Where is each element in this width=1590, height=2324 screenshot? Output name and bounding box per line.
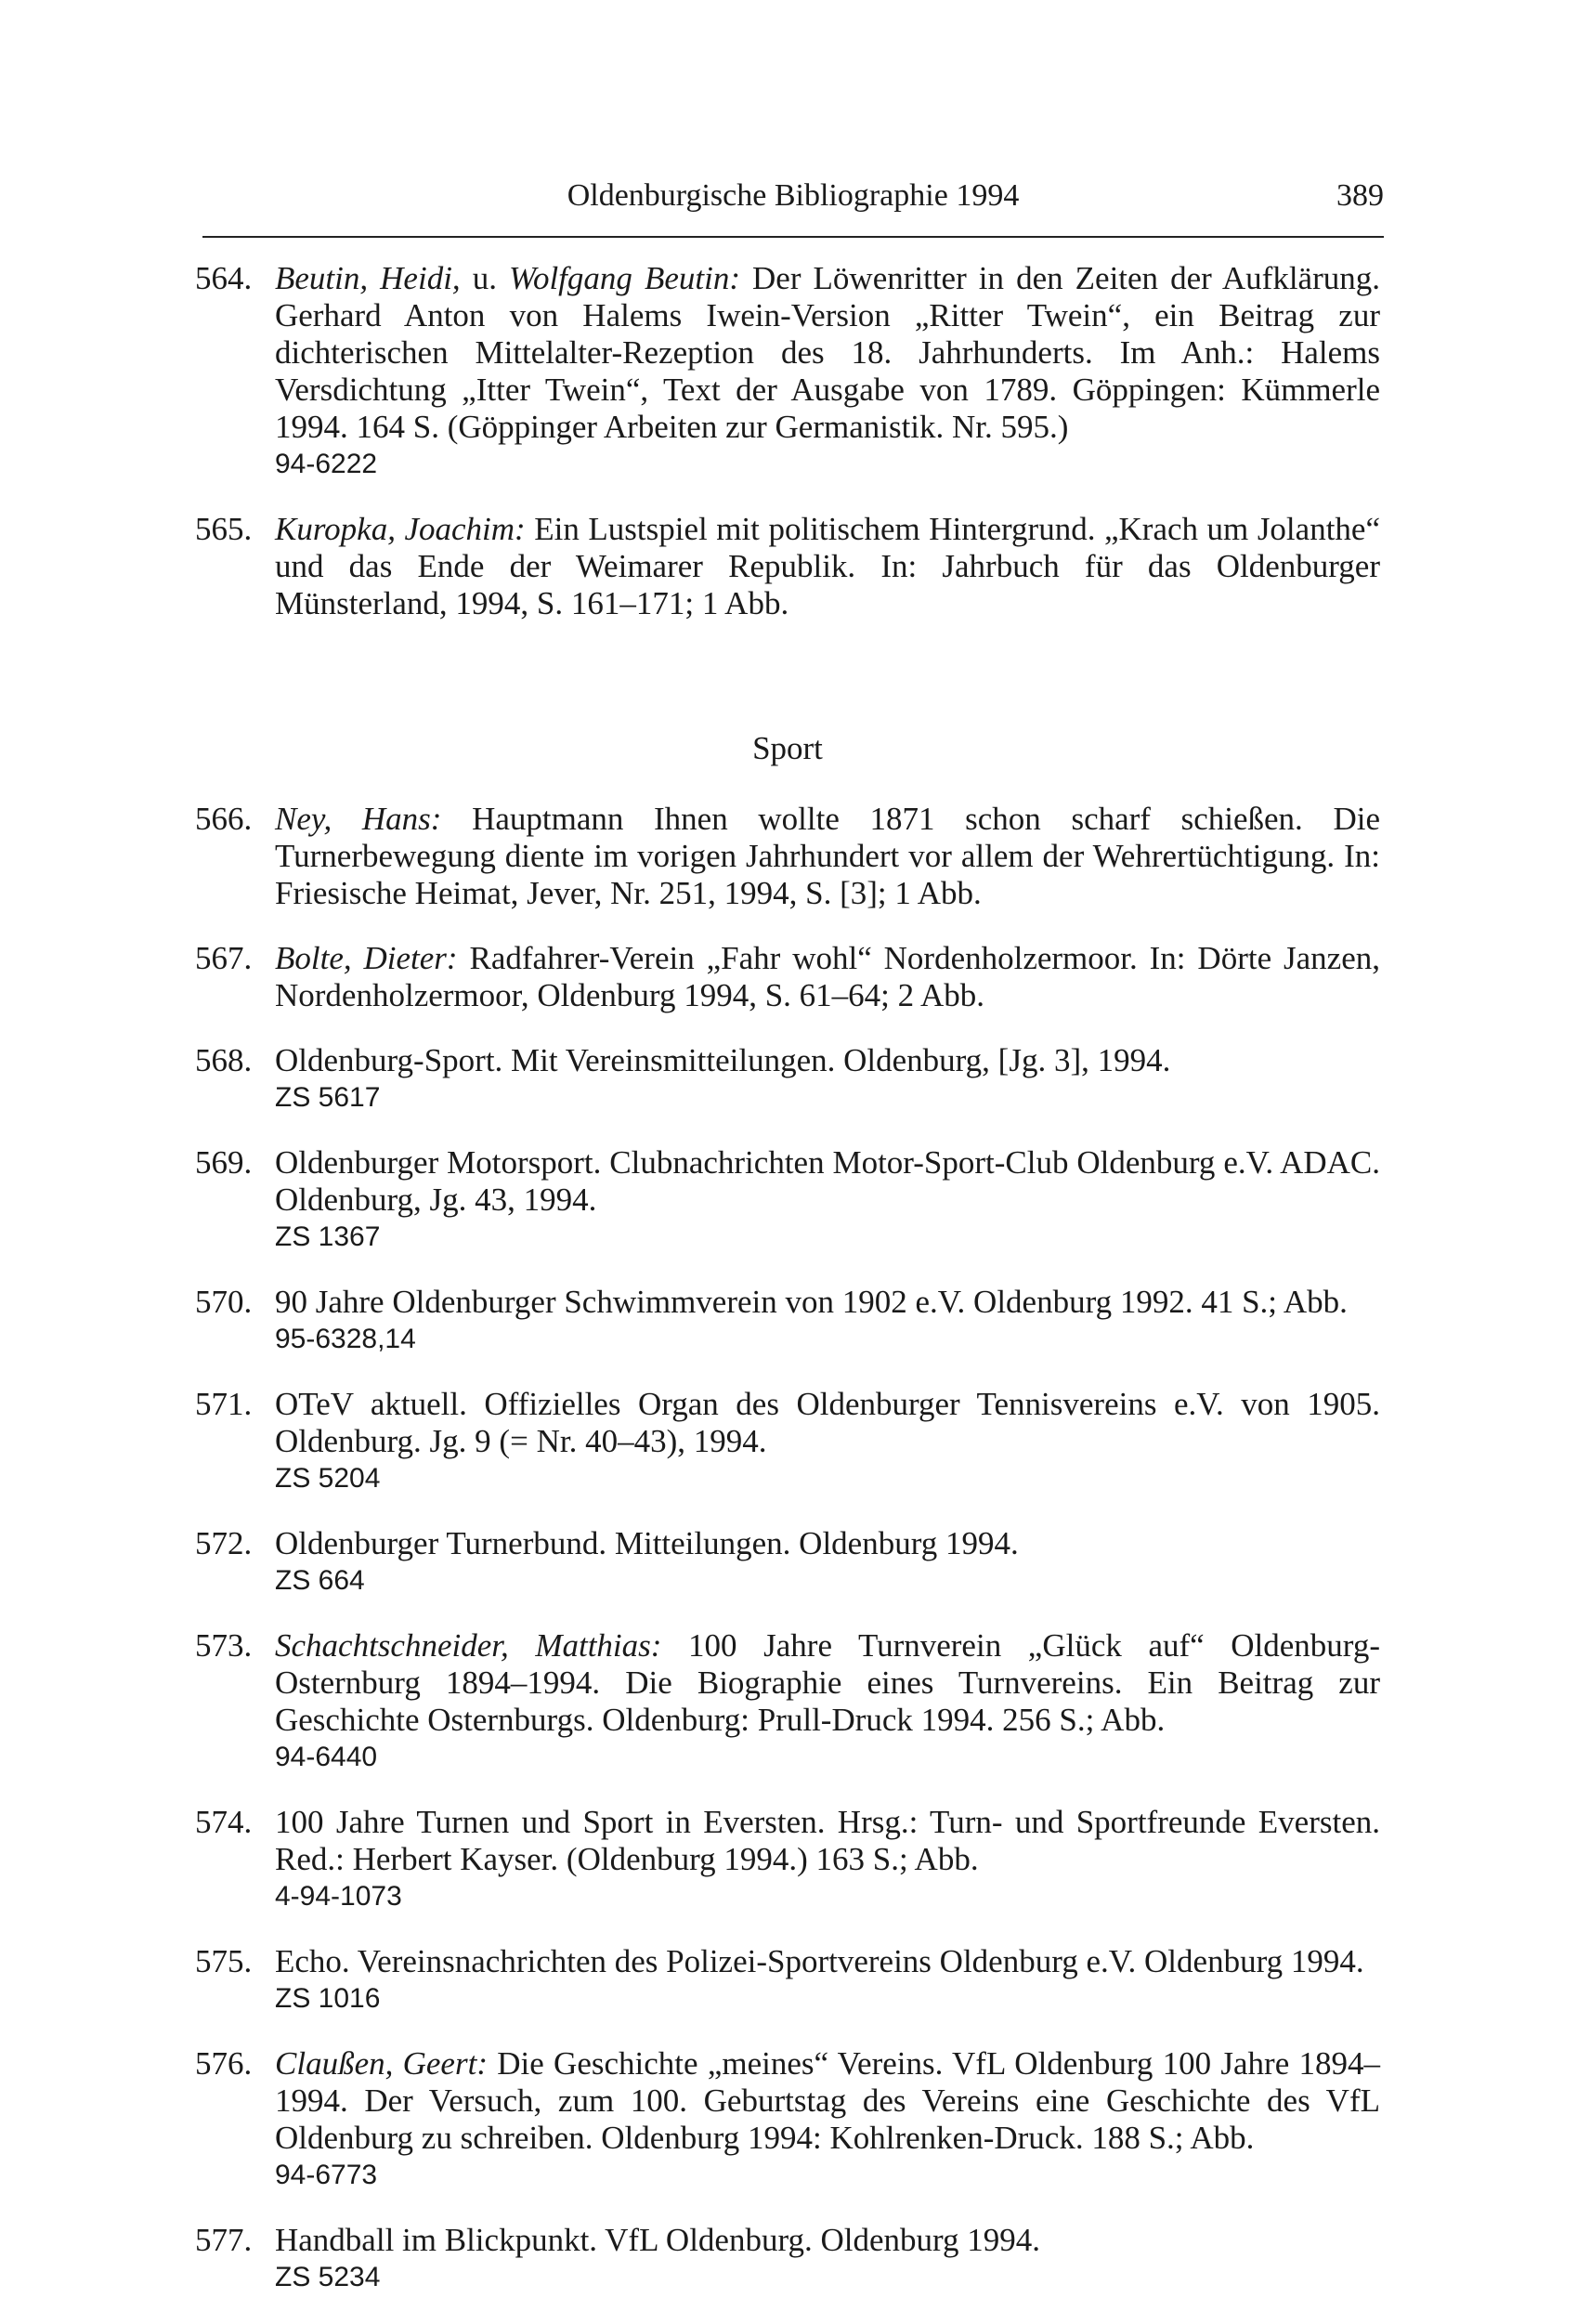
running-title: Oldenburgische Bibliographie 1994 — [567, 178, 1020, 213]
bibliography-entry-575 — [195, 1943, 1380, 2017]
entry-signature: ZS 5234 — [275, 2262, 381, 2292]
entry-author: Schachtschneider, Matthias: — [275, 1627, 662, 1664]
entry-author: Claußen, Geert: — [275, 2045, 488, 2082]
entry-author-join: u. — [460, 260, 510, 296]
entry-number: 570. — [195, 1284, 253, 1320]
entry-text: Der Löwenritter in den Zeiten der Aufklärung. Gerhard Anton von Halems Iwein-Version „Ritter Twein“, ein Beitrag zur dichterischen Mittelalter-Rezeption des 18. Jahrhunderts. Im Anh.: Halems Versdichtung „Itter Twein“, Text der Ausgabe von 1789. Göppingen: Kümmerle 1994. 164 S. (Göppinger Arbeiten zur Germanistik. Nr. 595.) — [275, 260, 1380, 445]
bibliography-entry-573 — [195, 1627, 1380, 1776]
entry-number: 571. — [195, 1386, 253, 1422]
entry-coauthor: Wolfgang Beutin: — [509, 260, 740, 296]
entry-number: 566. — [195, 801, 253, 837]
entry-number: 567. — [195, 940, 253, 976]
entry-signature: 94-6440 — [275, 1742, 378, 1772]
bibliography-entry-564 — [195, 260, 1380, 483]
bibliography-entry-568 — [195, 1042, 1380, 1116]
entry-signature: 4-94-1073 — [275, 1881, 402, 1912]
entry-signature: ZS 5617 — [275, 1082, 381, 1113]
entry-number: 568. — [195, 1042, 253, 1078]
bibliography-entry-571 — [195, 1386, 1380, 1497]
bibliography-entry-576 — [195, 2045, 1380, 2194]
entry-author: Kuropka, Joachim: — [275, 511, 526, 547]
bibliography-entry-567 — [195, 940, 1380, 1014]
entry-number: 565. — [195, 511, 253, 547]
entry-text: 100 Jahre Turnen und Sport in Eversten. Hrsg.: Turn- und Sportfreunde Eversten. Red.: Herbert Kayser. (Oldenburg 1994.) 163 S.; Abb. — [275, 1804, 1380, 1877]
bibliography-entry-572 — [195, 1525, 1380, 1599]
entry-signature: ZS 1367 — [275, 1221, 381, 1252]
bibliography-content — [195, 260, 1380, 2324]
entry-text: Echo. Vereinsnachrichten des Polizei-Sportvereins Oldenburg e.V. Oldenburg 1994. — [275, 1943, 1364, 1979]
entry-text: Oldenburger Turnerbund. Mitteilungen. Oldenburg 1994. — [275, 1525, 1019, 1561]
entry-text: 90 Jahre Oldenburger Schwimmverein von 1902 e.V. Oldenburg 1992. 41 S.; Abb. — [275, 1284, 1348, 1320]
entry-author: Beutin, Heidi, — [275, 260, 461, 296]
entry-signature: ZS 1016 — [275, 1983, 381, 2014]
bibliography-entry-570 — [195, 1284, 1380, 1358]
entry-signature: ZS 664 — [275, 1565, 365, 1596]
entry-number: 576. — [195, 2045, 253, 2082]
entry-text: 100 Jahre Turnverein „Glück auf“ Oldenburg-Osternburg 1894–1994. Die Biographie eines Turnvereins. Ein Beitrag zur Geschichte Osternburgs. Oldenburg: Prull-Druck 1994. 256 S.; Abb. — [275, 1627, 1380, 1738]
entry-signature: 95-6328,14 — [275, 1324, 416, 1354]
entry-number: 573. — [195, 1627, 253, 1664]
bibliography-entry-574 — [195, 1804, 1380, 1915]
entry-signature: 94-6773 — [275, 2160, 378, 2190]
entry-text: Handball im Blickpunkt. VfL Oldenburg. Oldenburg 1994. — [275, 2222, 1041, 2258]
entry-text: Hauptmann Ihnen wollte 1871 schon scharf schießen. Die Turnerbewegung diente im vorigen Jahrhundert vor allem der Wehrertüchtigung. In: Friesische Heimat, Jever, Nr. 251, 1994, S. [3]; 1 Abb. — [275, 801, 1380, 911]
entry-number: 574. — [195, 1804, 253, 1840]
bibliography-entry-565 — [195, 511, 1380, 622]
entry-author: Ney, Hans: — [275, 801, 442, 837]
entry-number: 575. — [195, 1943, 253, 1979]
entry-signature: 94-6222 — [275, 449, 378, 479]
entry-author: Bolte, Dieter: — [275, 940, 458, 976]
entry-text: Oldenburg-Sport. Mit Vereinsmitteilungen. Oldenburg, [Jg. 3], 1994. — [275, 1042, 1171, 1078]
entry-number: 577. — [195, 2222, 253, 2258]
entry-signature: ZS 5204 — [275, 1463, 381, 1494]
bibliography-entry-569 — [195, 1144, 1380, 1256]
entry-number: 569. — [195, 1144, 253, 1181]
entry-text: Oldenburger Motorsport. Clubnachrichten Motor-Sport-Club Oldenburg e.V. ADAC. Oldenburg, Jg. 43, 1994. — [275, 1144, 1380, 1218]
header-rule — [202, 236, 1384, 238]
page-number: 389 — [1336, 178, 1384, 213]
entry-text: OTeV aktuell. Offizielles Organ des Oldenburger Tennisvereins e.V. von 1905. Oldenburg. Jg. 9 (= Nr. 40–43), 1994. — [275, 1386, 1380, 1459]
entry-text: Die Geschichte „meines“ Vereins. VfL Oldenburg 100 Jahre 1894–1994. Der Versuch, zum 100. Geburtstag des Vereins eine Geschichte des VfL Oldenburg zu schreiben. Oldenburg 1994: Kohlrenken-Druck. 188 S.; Abb. — [275, 2045, 1381, 2156]
bibliography-entry-566 — [195, 801, 1380, 912]
entry-number: 564. — [195, 260, 253, 296]
entry-text: Radfahrer-Verein „Fahr wohl“ Nordenholzermoor. In: Dörte Janzen, Nordenholzermoor, Oldenburg 1994, S. 61–64; 2 Abb. — [275, 940, 1380, 1013]
bibliography-entry-577 — [195, 2222, 1380, 2296]
entry-number: 572. — [195, 1525, 253, 1561]
running-head — [202, 169, 1384, 225]
entry-text: Ein Lustspiel mit politischem Hintergrund. „Krach um Jolanthe“ und das Ende der Weimarer Republik. In: Jahrbuch für das Oldenburger Münsterland, 1994, S. 161–171; 1 Abb. — [275, 511, 1380, 621]
section-heading: Sport — [752, 730, 823, 766]
